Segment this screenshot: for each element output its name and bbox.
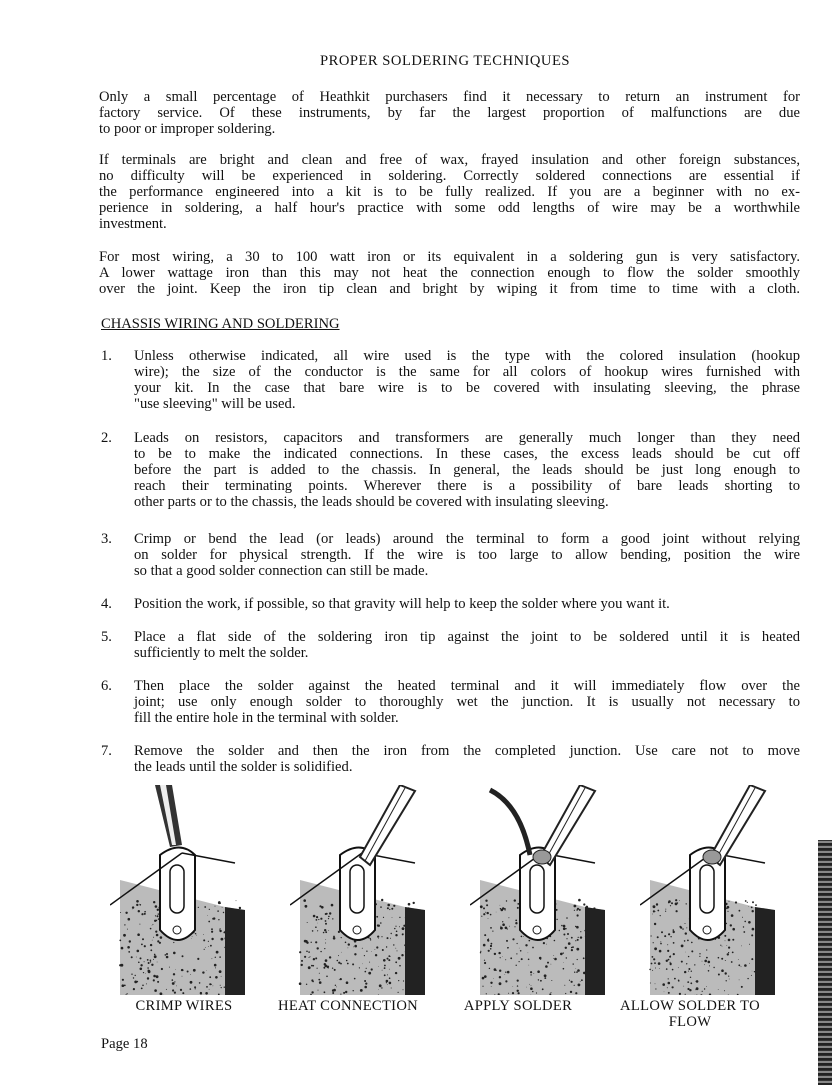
- step-number: 3.: [101, 531, 112, 547]
- text-line: For most wiring, a 30 to 100 watt iron or its equivalent in a soldering gun is very satisfactory.: [99, 249, 800, 265]
- text-line: Then place the solder against the heated terminal and it will immediately flow over the: [134, 678, 800, 694]
- paragraph: [99, 152, 800, 232]
- text-line: fill the entire hole in the terminal with solder.: [134, 710, 399, 726]
- paragraph: [134, 596, 800, 612]
- step-number: 6.: [101, 678, 112, 694]
- text-line: on solder for physical strength. If the wire is too large to allow bending, position the wire: [134, 547, 800, 563]
- text-line: sufficiently to melt the solder.: [134, 645, 309, 661]
- scan-edge: [818, 840, 832, 1085]
- text-line: to poor or improper soldering.: [99, 121, 276, 137]
- paragraph: [134, 629, 800, 661]
- text-line: other parts or to the chassis, the leads should be covered with insulating sleeving.: [134, 494, 609, 510]
- page-number: Page 18: [101, 1036, 148, 1052]
- paragraph: [134, 678, 800, 726]
- text-line: Position the work, if possible, so that gravity will help to keep the solder where you want it.: [134, 596, 670, 612]
- figure-caption: APPLY SOLDER: [463, 998, 573, 1014]
- text-line: perience in soldering, a half hour's practice with some odd lengths of wire may be a worthwhile: [99, 200, 800, 216]
- paragraph: [134, 430, 800, 510]
- section-heading: CHASSIS WIRING AND SOLDERING: [101, 316, 340, 332]
- step-number: 2.: [101, 430, 112, 446]
- text-line: Crimp or bend the lead (or leads) around the terminal to form a good joint without relying: [134, 531, 800, 547]
- text-line: so that a good solder connection can still be made.: [134, 563, 429, 579]
- text-line: Place a flat side of the soldering iron tip against the joint to be soldered until it is heated: [134, 629, 800, 645]
- text-line: no difficulty will be experienced in soldering. Correctly soldered connections are essential if: [99, 168, 800, 184]
- figure-caption: ALLOW SOLDER TO FLOW: [620, 998, 760, 1030]
- step-number: 5.: [101, 629, 112, 645]
- text-line: A lower wattage iron than this may not heat the connection enough to flow the solder smoothly: [99, 265, 800, 281]
- paragraph: [99, 89, 800, 137]
- soldering-illustration: [640, 785, 790, 995]
- paragraph: [134, 531, 800, 579]
- soldering-illustration: [290, 785, 440, 995]
- text-line: your kit. In the case that bare wire is to be covered with insulating sleeving, the phrase: [134, 380, 800, 396]
- soldering-illustration: [110, 785, 260, 995]
- text-line: to be to make the indicated connections. In these cases, the excess leads should be cut off: [134, 446, 800, 462]
- paragraph: [134, 743, 800, 775]
- text-line: reach their terminating points. Wherever there is a possibility of bare leads shorting to: [134, 478, 800, 494]
- figure-caption: CRIMP WIRES: [135, 998, 233, 1014]
- text-line: Leads on resistors, capacitors and transformers are generally much longer than they need: [134, 430, 800, 446]
- text-line: over the joint. Keep the iron tip clean and bright by wiping it from time to time with a cloth.: [99, 281, 800, 297]
- paragraph: [99, 249, 800, 297]
- text-line: "use sleeving" will be used.: [134, 396, 296, 412]
- paragraph: [134, 348, 800, 412]
- text-line: the leads until the solder is solidified.: [134, 759, 353, 775]
- text-line: Only a small percentage of Heathkit purchasers find it necessary to return an instrument for: [99, 89, 800, 105]
- figure-caption: HEAT CONNECTION: [277, 998, 419, 1014]
- text-line: If terminals are bright and clean and free of wax, frayed insulation and other foreign substances,: [99, 152, 800, 168]
- text-line: joint; use only enough solder to thoroughly wet the junction. It is usually not necessary to: [134, 694, 800, 710]
- step-number: 4.: [101, 596, 112, 612]
- text-line: the performance engineered into a kit is to be fully realized. If you are a beginner with no ex-: [99, 184, 800, 200]
- step-number: 1.: [101, 348, 112, 364]
- soldering-illustration: [470, 785, 620, 995]
- text-line: before the part is added to the chassis. In general, the leads should be just long enough to: [134, 462, 800, 478]
- text-line: Unless otherwise indicated, all wire used is the type with the colored insulation (hookup: [134, 348, 800, 364]
- page-title: PROPER SOLDERING TECHNIQUES: [320, 53, 570, 69]
- text-line: wire); the size of the conductor is the same for all colors of hookup wires furnished with: [134, 364, 800, 380]
- text-line: investment.: [99, 216, 167, 232]
- text-line: factory service. Of these instruments, by far the largest proportion of malfunctions are due: [99, 105, 800, 121]
- text-line: Remove the solder and then the iron from the completed junction. Use care not to move: [134, 743, 800, 759]
- step-number: 7.: [101, 743, 112, 759]
